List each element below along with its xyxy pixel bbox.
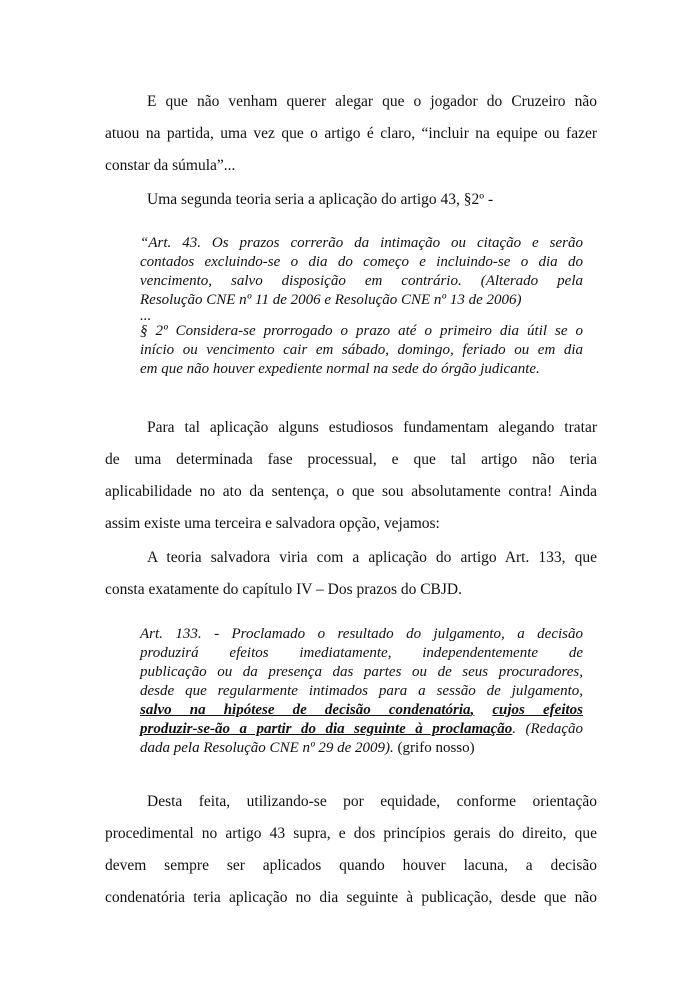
- quote-art-43: [140, 234, 583, 379]
- paragraph-saving-theory: [105, 542, 597, 606]
- text-line: devem sempre ser aplicados quando houver lacuna, a decisão: [105, 857, 597, 874]
- text-line: atuou na partida, uma vez que o artigo é claro, “incluir na equipe ou fazer: [105, 125, 597, 142]
- text-line: aplicabilidade no ato da sentença, o que sou absolutamente contra! Ainda: [105, 483, 597, 500]
- grifo-note: (grifo nosso): [397, 740, 475, 756]
- quote-line: vencimento, salvo disposição em contrário. (Alterado pela: [140, 273, 583, 289]
- text-line: assim existe uma terceira e salvadora opção, vejamos:: [105, 515, 440, 532]
- text-line: consta exatamente do capítulo IV – Dos prazos do CBJD.: [105, 581, 462, 598]
- text-line: constar da súmula”...: [105, 157, 236, 174]
- emphasis-text: produzir-se-ão a partir do dia seguinte à proclamação: [140, 721, 513, 737]
- quote-line: contados excluindo-se o dia do começo e incluindo-se o dia do: [140, 254, 583, 270]
- text-line: Desta feita, utilizando-se por equidade, conforme orientação: [147, 793, 597, 810]
- emphasis-text: salvo na hipótese de decisão condenatória: [140, 702, 471, 718]
- text-line: condenatória teria aplicação no dia seguinte à publicação, desde que não: [105, 889, 597, 906]
- quote-line: produzirá efeitos imediatamente, independentemente de: [140, 645, 583, 661]
- emphasis-text: cujos efeitos: [492, 702, 583, 718]
- quote-text: dada pela Resolução CNE nº 29 de 2009).: [140, 740, 394, 756]
- paragraph-conclusion: [105, 786, 597, 914]
- paragraph-second-theory: [105, 184, 597, 216]
- text-line: Uma segunda teoria seria a aplicação do artigo 43, §2º -: [147, 191, 494, 208]
- quote-line: desde que regularmente intimados para a sessão de julgamento,: [140, 683, 583, 699]
- text-line: Para tal aplicação alguns estudiosos fundamentam alegando tratar: [147, 419, 597, 436]
- quote-line: “Art. 43. Os prazos correrão da intimação ou citação e serão: [140, 235, 583, 251]
- quote-line: início ou vencimento cair em sábado, domingo, feriado ou em dia: [140, 342, 583, 358]
- quote-line: [140, 720, 583, 739]
- quote-line: Resolução CNE nº 11 de 2006 e Resolução CNE nº 13 de 2006): [140, 292, 522, 308]
- paragraph-application: [105, 412, 597, 540]
- quote-line: [140, 739, 583, 758]
- paragraph-cruzeiro: [105, 86, 597, 182]
- text-line: procedimental no artigo 43 supra, e dos princípios gerais do direito, que: [105, 825, 597, 842]
- text-line: de uma determinada fase processual, e que tal artigo não teria: [105, 451, 597, 468]
- text-line: E que não venham querer alegar que o jogador do Cruzeiro não: [147, 93, 597, 110]
- quote-line: Art. 133. - Proclamado o resultado do julgamento, a decisão: [140, 626, 583, 642]
- quote-ellipsis: ...: [140, 308, 152, 324]
- quote-art-133: [140, 625, 583, 758]
- emphasis-comma: ,: [470, 702, 475, 718]
- quote-text: . (Redação: [512, 721, 583, 737]
- text-line: A teoria salvadora viria com a aplicação do artigo Art. 133, que: [147, 549, 597, 566]
- quote-line: em que não houver expediente normal na sede do órgão judicante.: [140, 361, 540, 377]
- quote-line: [140, 701, 583, 720]
- quote-line: § 2º Considera-se prorrogado o prazo até o primeiro dia útil se o: [140, 323, 583, 339]
- quote-line: publicação ou da presença das partes ou de seus procuradores,: [140, 664, 583, 680]
